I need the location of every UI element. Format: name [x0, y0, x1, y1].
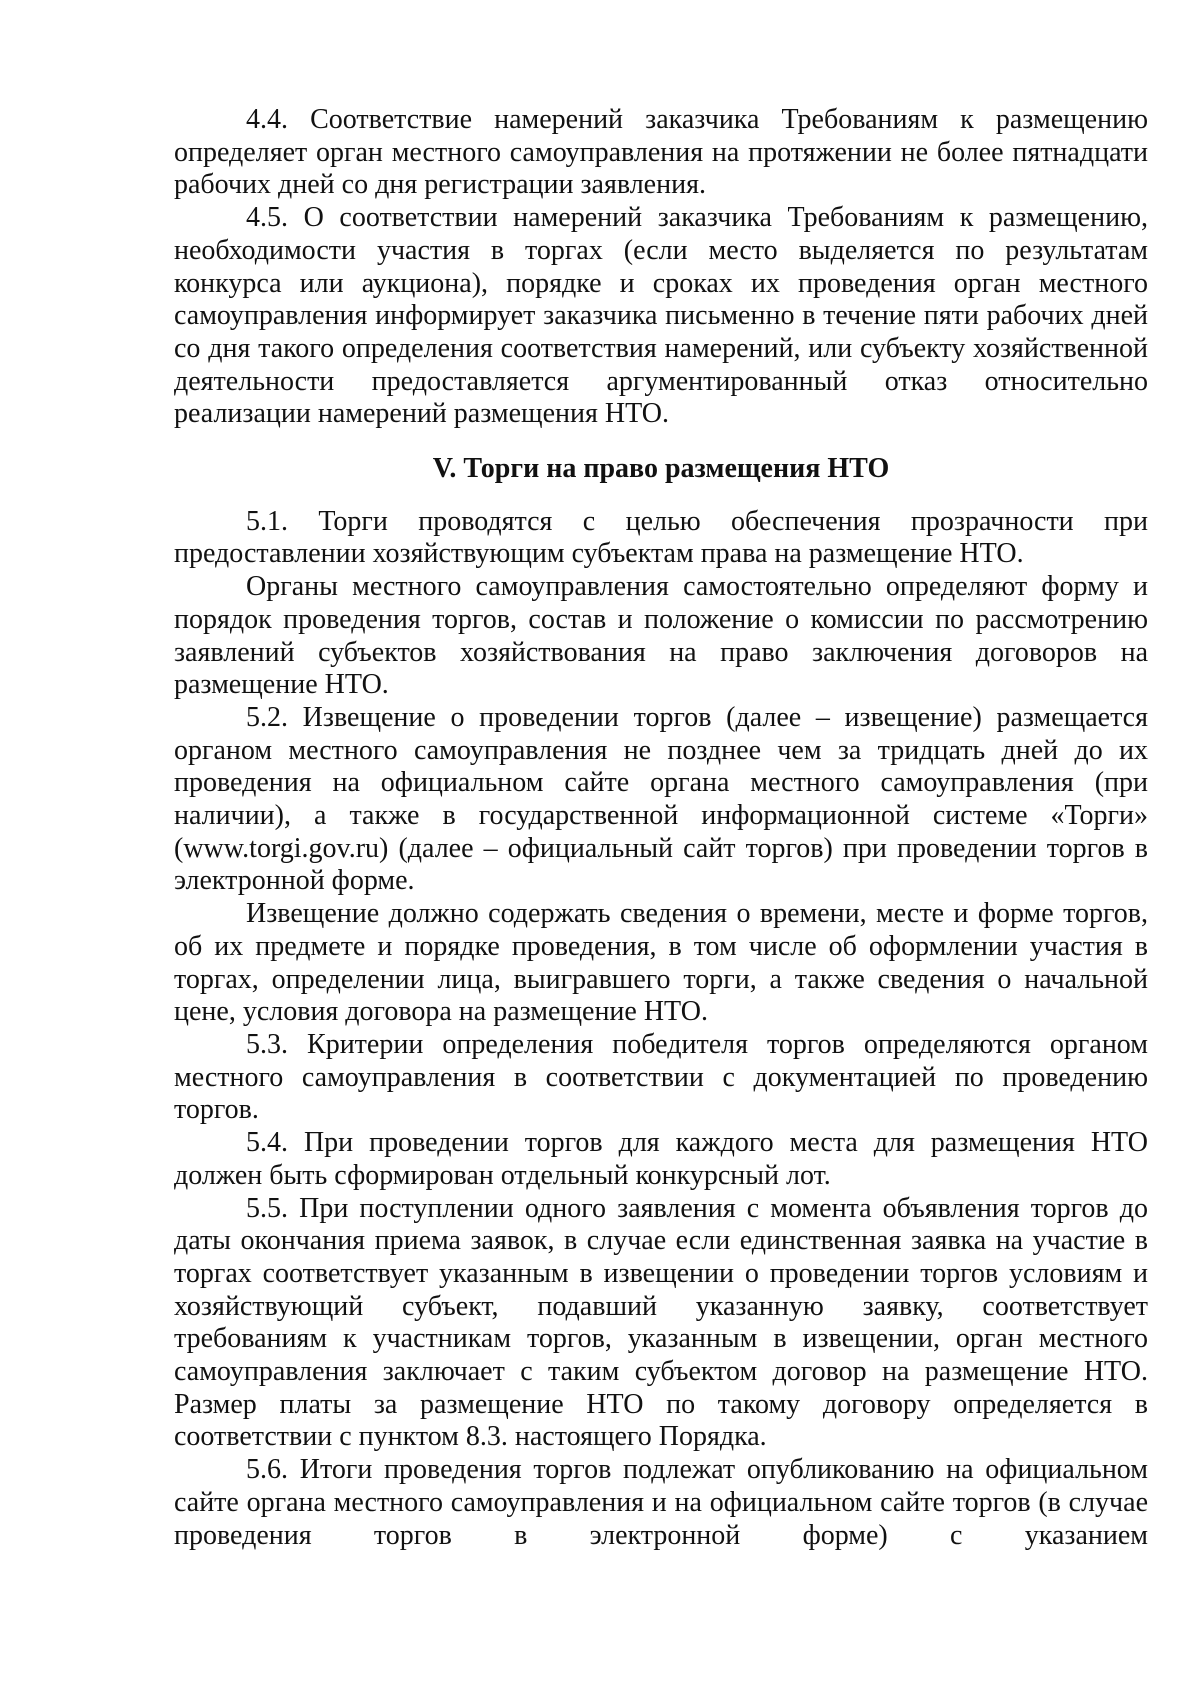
- paragraph-5-3: 5.3. Критерии определения победителя торгов определяются органом местного самоуправления в соответствии с документацией по проведению торгов.: [174, 1028, 1148, 1126]
- document-page: [174, 104, 1148, 1552]
- paragraph-4-4: 4.4. Соответствие намерений заказчика Требованиям к размещению определяет орган местного самоуправления на протяжении не более пятнадцати рабочих дней со дня регистрации заявления.: [174, 104, 1148, 201]
- paragraph-5-2: 5.2. Извещение о проведении торгов (далее – извещение) размещается органом местного самоуправления не позднее чем за тридцать дней до их проведения на официальном сайте органа местного самоуправления (при наличии), а также в государственной информационной системе «Торги» (www.torgi.gov.ru) (далее – официальный сайт торгов) при проведении торгов в электронной форме.: [174, 701, 1148, 897]
- spacer: [174, 486, 1148, 506]
- paragraph-5-6: 5.6. Итоги проведения торгов подлежат опубликованию на официальном сайте органа местного самоуправления и на официальном сайте торгов (в случае проведения торгов в электронной форме) с указанием: [174, 1454, 1148, 1551]
- spacer: [174, 431, 1148, 453]
- paragraph-5-1-organs: Органы местного самоуправления самостоятельно определяют форму и порядок проведения торгов, состав и положение о комиссии по рассмотрению заявлений субъектов хозяйствования на право заключения договоров на размещение НТО.: [174, 571, 1148, 701]
- paragraph-4-5: 4.5. О соответствии намерений заказчика Требованиям к размещению, необходимости участия в торгах (если место выделяется по результатам конкурса или аукциона), порядке и сроках их проведения орган местного самоуправления информирует заказчика письменно в течение пяти рабочих дней со дня такого определения соответствия намерений, или субъекту хозяйственной деятельности предоставляется аргументированный отказ относительно реализации намерений размещения НТО.: [174, 202, 1148, 430]
- paragraph-5-1: 5.1. Торги проводятся с целью обеспечения прозрачности при предоставлении хозяйствующим субъектам права на размещение НТО.: [174, 505, 1148, 570]
- section-heading: V. Торги на право размещения НТО: [432, 453, 890, 485]
- paragraph-5-5: 5.5. При поступлении одного заявления с момента объявления торгов до даты окончания приема заявок, в случае если единственная заявка на участие в торгах соответствует указанным в извещении о проведении торгов условиям и хозяйствующий субъект, подавший указанную заявку, соответствует требованиям к участникам торгов, указанным в извещении, орган местного самоуправления заключает с таким субъектом договор на размещение НТО. Размер платы за размещение НТО по такому договору определяется в соответствии с пунктом 8.3. настоящего Порядка.: [174, 1192, 1148, 1453]
- paragraph-5-2-notice: Извещение должно содержать сведения о времени, месте и форме торгов, об их предмете и порядке проведения, в том числе об оформлении участия в торгах, определении лица, выигравшего торги, а также сведения о начальной цене, условия договора на размещение НТО.: [174, 898, 1148, 1028]
- paragraph-5-4: 5.4. При проведении торгов для каждого места для размещения НТО должен быть сформирован отдельный конкурсный лот.: [174, 1127, 1148, 1191]
